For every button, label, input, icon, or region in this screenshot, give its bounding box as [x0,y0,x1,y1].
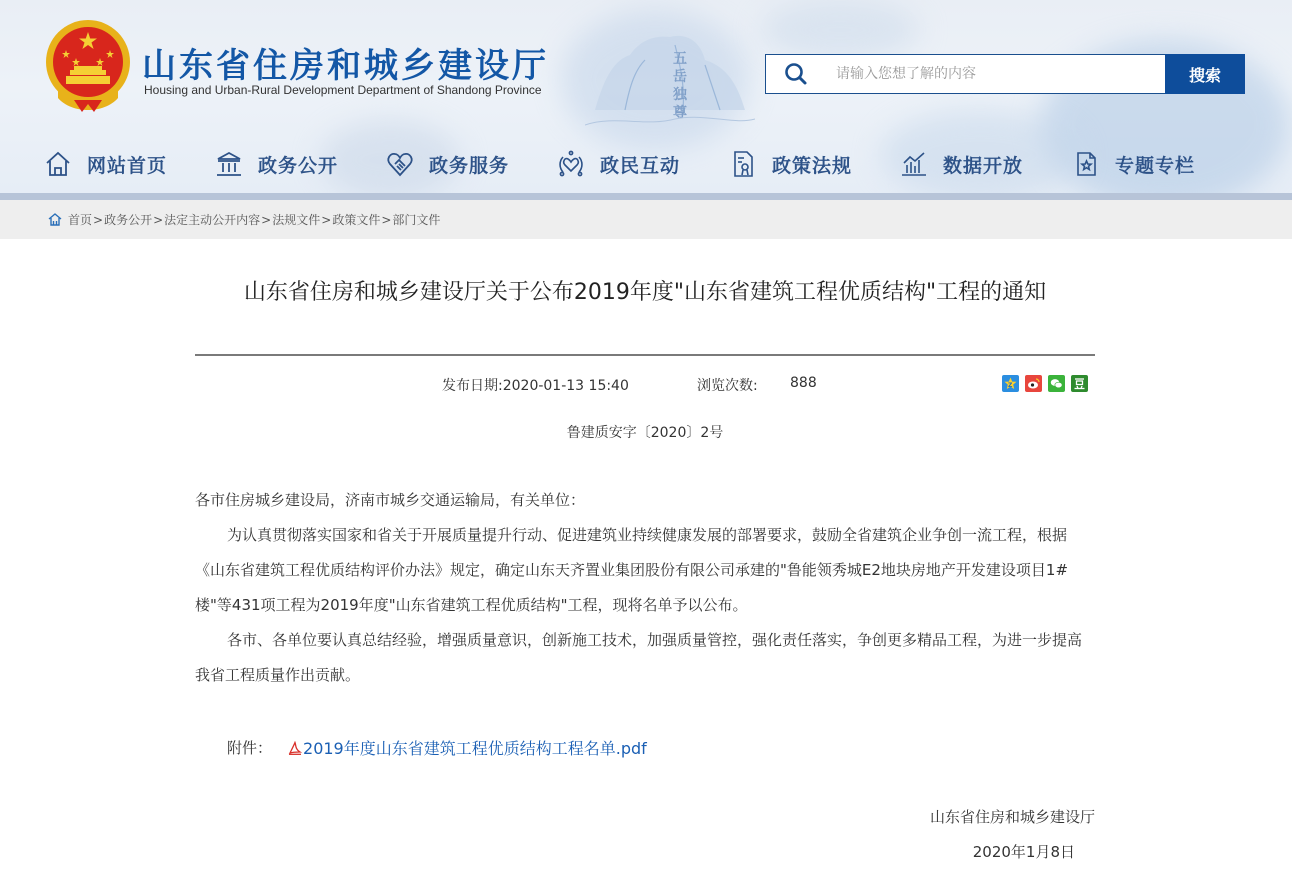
national-emblem-icon [44,18,132,114]
nav-item-government-affairs[interactable] [214,142,338,186]
signature: 山东省住房和城乡建设厅 [929,808,1095,826]
share-buttons [1002,375,1088,392]
policy-document-icon [728,149,758,179]
nav-item-home[interactable] [43,142,167,186]
breadcrumb-government-affairs[interactable]: 政务公开 [104,213,153,227]
svg-text:尊: 尊 [673,105,687,121]
search-button[interactable]: 搜索 [1165,54,1245,94]
breadcrumb-separator: > [381,212,392,227]
breadcrumb-home[interactable]: 首页 [68,213,93,227]
nav-item-open-data[interactable] [899,142,1023,186]
svg-text:五: 五 [673,51,687,67]
attachment [227,736,647,759]
home-icon [43,149,73,179]
title-divider [195,354,1095,356]
breadcrumb-department-files[interactable]: 部门文件 [392,213,441,227]
nav-label: 专题专栏 [1115,154,1196,177]
breadcrumb-statutory-disclosure[interactable]: 法定主动公开内容 [164,213,261,227]
breadcrumb-policy-files[interactable]: 政策文件 [332,213,381,227]
header-divider [0,193,1292,200]
search-input[interactable] [826,55,1165,93]
nav-label: 政务公开 [258,154,339,177]
signature-date: 2020年1月8日 [972,843,1075,861]
heart-interaction-icon [556,149,586,179]
body-paragraph: 为认真贯彻落实国家和省关于开展质量提升行动、促进建筑业持续健康发展的部署要求，鼓励全省建筑企业争创一流工程，根据《山东省建筑工程优质结构评价办法》规定，确定山东天齐置业集团股份有限公司承建的"鲁能领秀城E2地块房地产开发建设项目1#楼"等431项工程为2019年度"山东省建筑工程优质结构"工程，现将名单予以公布。 [195,526,1069,614]
nav-label: 政民互动 [600,154,681,177]
nav-item-policies-regulations[interactable] [728,142,852,186]
breadcrumb-regulation-files[interactable]: 法规文件 [272,213,321,227]
site-title: 山东省住房和城乡建设厅 [142,46,549,86]
document-number: 鲁建质安字〔2020〕2号 [566,425,724,441]
publish-date-value: 2020-01-13 15:40 [502,378,629,394]
article-title: 山东省住房和城乡建设厅关于公布2019年度"山东省建筑工程优质结构"工程的通知 [243,280,1047,305]
breadcrumb-separator: > [153,212,164,227]
douban-icon[interactable] [1071,375,1088,392]
nav-label: 政策法规 [772,154,853,177]
publish-date-label: 发布日期: [442,378,503,394]
main-nav [0,142,1292,186]
svg-text:岳: 岳 [673,69,687,85]
nav-label: 政务服务 [429,154,510,177]
search-icon [766,55,826,93]
body-paragraph: 各市、各单位要认真总结经验，增强质量意识，创新施工技术，加强质量管控，强化责任落实，争创更多精品工程，为进一步提高我省工程质量作出贡献。 [195,631,1083,684]
search-bar [765,54,1245,94]
handshake-heart-icon [385,149,415,179]
svg-text:Z: Z [1008,382,1013,389]
pdf-icon [288,741,302,755]
article-body [195,483,1095,693]
view-count-label: 浏览次数: [697,378,758,394]
breadcrumb [48,211,440,228]
breadcrumb-separator: > [93,212,104,227]
salutation: 各市住房城乡建设局，济南市城乡交通运输局，有关单位： [195,491,586,509]
topic-star-icon [1071,149,1101,179]
nav-item-special-topics[interactable] [1071,142,1195,186]
attachment-link[interactable]: 2019年度山东省建筑工程优质结构工程名单.pdf [303,739,647,758]
weibo-icon[interactable] [1025,375,1042,392]
government-building-icon [214,149,244,179]
attachment-label: 附件： [227,739,273,757]
breadcrumb-bar [0,200,1292,239]
view-count: 888 [790,375,817,391]
wechat-icon[interactable] [1048,375,1065,392]
site-subtitle: Housing and Urban-Rural Development Department of Shandong Province [144,83,542,97]
breadcrumb-separator: > [261,212,272,227]
svg-text:独: 独 [673,87,687,103]
nav-item-government-services[interactable] [385,142,509,186]
home-icon [48,213,62,226]
mountain-inscription-decoration [585,15,755,135]
breadcrumb-separator: > [321,212,332,227]
nav-label: 数据开放 [943,154,1024,177]
nav-label: 网站首页 [87,154,168,177]
bar-chart-icon [899,149,929,179]
site-header [0,0,1292,193]
publish-date [442,375,629,395]
landscape-decoration [760,0,920,60]
qzone-icon[interactable] [1002,375,1019,392]
nav-item-public-interaction[interactable] [556,142,680,186]
